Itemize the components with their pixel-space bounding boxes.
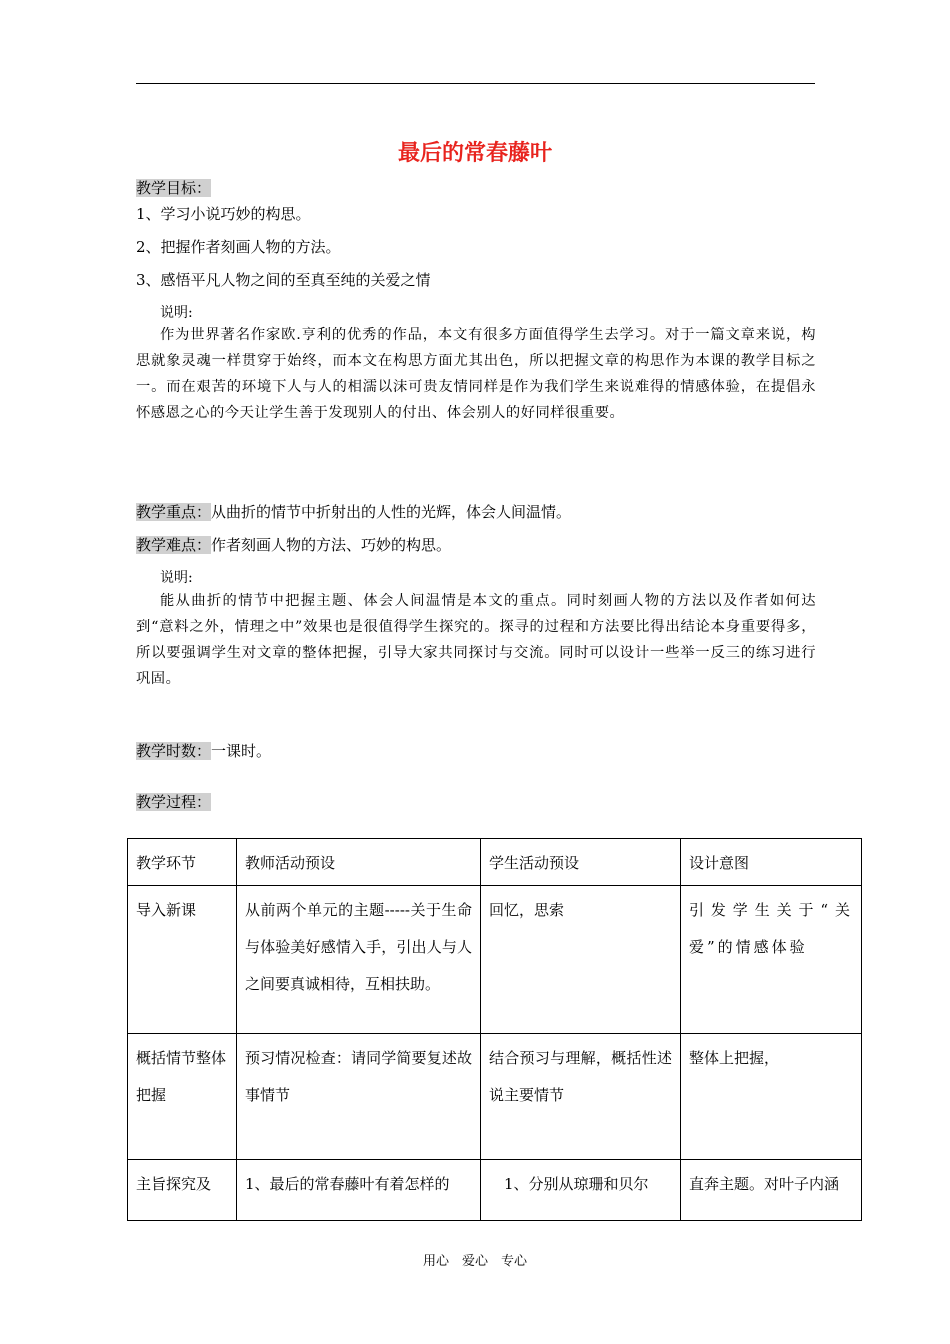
table-cell: 整体上把握， — [681, 1034, 862, 1160]
table-cell: 概括情节整体把握 — [128, 1034, 237, 1160]
process-heading — [136, 792, 211, 812]
key-point-label: 教学重点： — [136, 503, 212, 521]
note2-paragraph: 能从曲折的情节中把握主题、体会人间温情是本文的重点。同时刻画人物的方法以及作者如何达到“意料之外，情理之中”效果也是很值得学生探究的。探寻的过程和方法要比得出结论本身重要得多，所以要强调学生对文章的整体把握，引导大家共同探讨与交流。同时可以设计一些举一反三的练习进行巩固。 — [136, 593, 816, 687]
key-point-line — [136, 502, 571, 522]
table-header-row — [128, 839, 862, 886]
objective-item-3: 3、感悟平凡人物之间的至真至纯的关爱之情 — [136, 271, 431, 289]
hours-line — [136, 741, 271, 761]
table-cell: 从前两个单元的主题-----关于生命与体验美好感情入手，引出人与人之间要真诚相待，互相扶助。 — [237, 886, 481, 1034]
table-cell: 主旨探究及 — [128, 1160, 237, 1221]
document-title: 最后的常春藤叶 — [397, 141, 552, 166]
objectives-heading — [136, 178, 211, 198]
note1-label: 说明: — [160, 305, 193, 321]
table-cell: 1、分别从琼珊和贝尔 — [481, 1160, 681, 1221]
hours-text: 一课时。 — [211, 742, 272, 760]
table-cell: 导入新课 — [128, 886, 237, 1034]
objectives-label: 教学目标： — [136, 179, 212, 197]
note1-paragraph: 作为世界著名作家欧.亨利的优秀的作品，本文有很多方面值得学生去学习。对于一篇文章来说，构思就象灵魂一样贯穿于始终，而本文在构思方面尤其出色，所以把握文章的构思作为本课的教学目标之一。而在艰苦的环境下人与人的相濡以沫可贵友情同样是作为我们学生来说难得的情感体验，在提倡永怀感恩之心的今天让学生善于发现别人的付出、体会别人的好同样很重要。 — [136, 327, 816, 421]
table-header: 设计意图 — [681, 839, 862, 886]
note2-label: 说明: — [160, 570, 193, 586]
table-cell: 结合预习与理解，概括性述说主要情节 — [481, 1034, 681, 1160]
table-cell: 直奔主题。对叶子内涵 — [681, 1160, 862, 1221]
difficulty-text: 作者刻画人物的方法、巧妙的构思。 — [211, 536, 452, 554]
table-cell: 回忆，思索 — [481, 886, 681, 1034]
table-row — [128, 886, 862, 1034]
table-header: 学生活动预设 — [481, 839, 681, 886]
table-row — [128, 1160, 862, 1221]
difficulty-line — [136, 535, 451, 555]
table-header: 教师活动预设 — [237, 839, 481, 886]
process-label: 教学过程： — [136, 793, 212, 811]
table-row — [128, 1034, 862, 1160]
table-cell: 1、最后的常春藤叶有着怎样的 — [237, 1160, 481, 1221]
table-cell: 引发学生关于“关爱”的情感体验 — [681, 886, 862, 1034]
difficulty-label: 教学难点： — [136, 536, 212, 554]
hours-label: 教学时数： — [136, 742, 212, 760]
objective-item-2: 2、把握作者刻画人物的方法。 — [136, 238, 341, 256]
lesson-plan-table — [127, 838, 862, 1221]
header-rule — [136, 83, 815, 84]
objective-item-1: 1、学习小说巧妙的构思。 — [136, 205, 311, 223]
table-cell: 预习情况检查：请同学简要复述故事情节 — [237, 1034, 481, 1160]
page-footer: 用心 爱心 专心 — [422, 1254, 527, 1269]
key-point-text: 从曲折的情节中折射出的人性的光辉，体会人间温情。 — [211, 503, 572, 521]
table-header: 教学环节 — [128, 839, 237, 886]
